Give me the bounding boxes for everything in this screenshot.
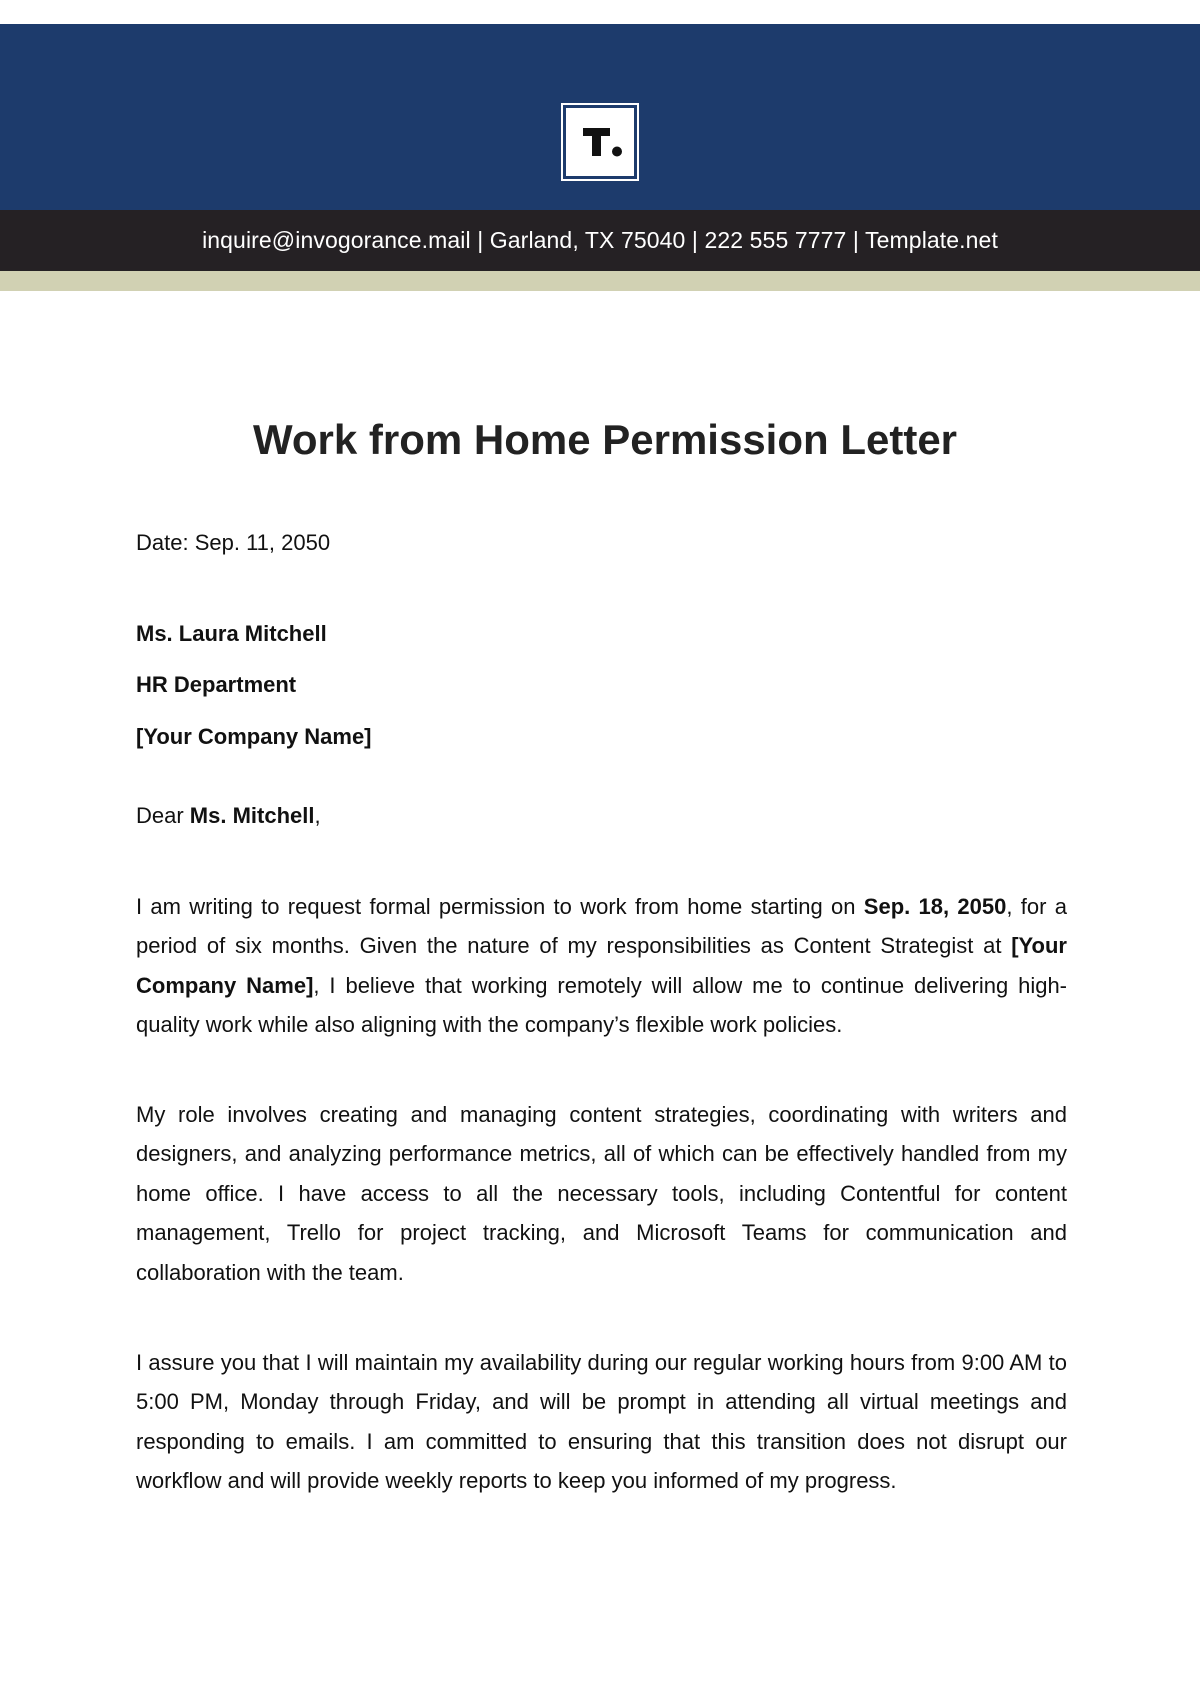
salutation	[136, 801, 1067, 831]
company-name: [Your Company Name]	[136, 933, 1067, 998]
contact-website: Template.net	[865, 227, 998, 253]
paragraph-request	[136, 887, 1067, 1045]
contact-separator: |	[846, 227, 866, 253]
paragraph-commitment: I assure you that I will maintain my availability during our regular working hours from 9:00 AM to 5:00 PM, Monday through Friday, and will be prompt in attending all virtual meetings and responding to emails. I am committed to ensuring that this transition does not disrupt our workflow and will provide weekly reports to keep you informed of my progress.	[136, 1350, 1067, 1494]
contact-email: inquire@invogorance.mail	[202, 227, 471, 253]
paragraph-role: My role involves creating and managing content strategies, coordinating with writers and designers, and analyzing performance metrics, all of which can be effectively handled from my home office. I have access to all the necessary tools, including Contentful for content management, Trello for project tracking, and Microsoft Teams for communication and collaboration with the team.	[136, 1102, 1067, 1285]
contact-address: Garland, TX 75040	[489, 227, 686, 253]
start-date: Sep. 18, 2050	[863, 894, 1007, 919]
logo-t-icon	[569, 111, 631, 173]
accent-strip	[0, 271, 1200, 291]
company-logo	[561, 103, 639, 181]
salutation-suffix: ,	[314, 803, 321, 828]
salutation-prefix: Dear	[136, 803, 190, 828]
recipient-name: Ms. Laura Mitchell	[136, 621, 327, 646]
paragraph-request-text: I am writing to request formal permission to work from home starting on	[136, 894, 864, 919]
salutation-name: Ms. Mitchell	[189, 803, 315, 828]
recipient-department: HR Department	[136, 672, 297, 697]
contact-separator: |	[685, 227, 705, 253]
date-line: Date: Sep. 11, 2050	[136, 530, 331, 555]
contact-bar	[0, 210, 1200, 271]
contact-phone: 222 555 7777	[704, 227, 847, 253]
document-title: Work from Home Permission Letter	[252, 416, 958, 463]
contact-separator: |	[470, 227, 490, 253]
recipient-company: [Your Company Name]	[136, 724, 372, 749]
paragraph-request-text: , I believe that working remotely will allow me to continue delivering high-quality work while also aligning with the company’s flexible work policies.	[136, 972, 1068, 1038]
paragraph-request-text: , for a period of six months. Given the nature of my responsibilities as Content Strategist at	[136, 894, 1068, 959]
logo-mark	[566, 108, 634, 176]
